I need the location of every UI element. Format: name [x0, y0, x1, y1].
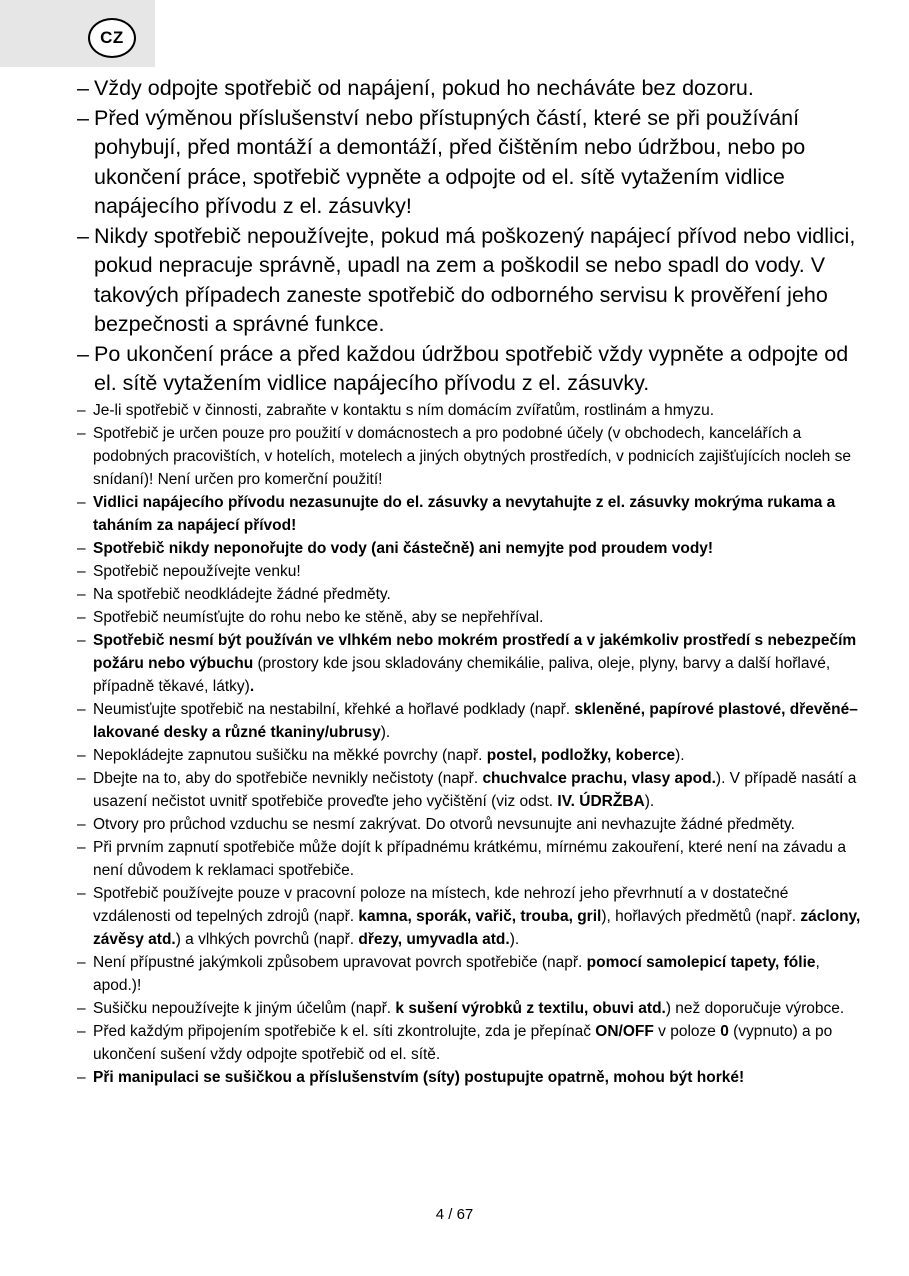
- text-segment: Na spotřebič neodkládejte žádné předměty.: [93, 585, 391, 603]
- safety-item-text: [93, 491, 867, 537]
- list-dash: –: [77, 746, 86, 764]
- text-segment: Spotřebič používejte pouze v pracovní poloze na místech, kde nehrozí jeho převrhnutí a v dostatečné vzdálenosti od tepelných zdrojů (např.: [93, 884, 789, 925]
- text-segment: Nikdy spotřebič nepoužívejte, pokud má poškozený napájecí přívod nebo vidlici, pokud nepracuje správně, upadl na zem a poškodil se nebo spadl do vody. V takových případech zaneste spotřebič do odborného servisu k prověření jeho bezpečnosti a správné funkce.: [94, 223, 856, 336]
- safety-item-text: [93, 606, 867, 629]
- safety-item: [77, 104, 867, 222]
- safety-item-text: [93, 951, 867, 997]
- safety-item-text: [93, 537, 867, 560]
- list-dash: –: [77, 953, 86, 971]
- text-segment: (prostory kde jsou skladovány chemikálie, paliva, oleje, plyny, barvy a další hořlavé, případně těkavé, látky): [93, 654, 831, 695]
- safety-item-text: [93, 583, 867, 606]
- safety-item: [77, 698, 867, 744]
- safety-item: [77, 606, 867, 629]
- text-segment: ).: [675, 746, 685, 764]
- text-segment: , apod.)!: [93, 953, 820, 994]
- list-dash: –: [77, 76, 89, 100]
- safety-item: [77, 537, 867, 560]
- text-segment: Spotřebič neumísťujte do rohu nebo ke stěně, aby se nepřehříval.: [93, 608, 544, 626]
- safety-item: [77, 340, 867, 399]
- bold-segment: skleněné, papírové plastové, dřevěné–lakované desky a různé tkaniny/ubrusy: [93, 700, 858, 741]
- text-segment: (vypnuto) a po ukončení sušení vždy odpojte spotřebič od el. sítě.: [93, 1022, 833, 1063]
- safety-item-text: [93, 836, 867, 882]
- safety-item-text: [93, 1020, 867, 1066]
- text-segment: Spotřebič nepoužívejte venku!: [93, 562, 301, 580]
- list-dash: –: [77, 1068, 86, 1086]
- list-dash: –: [77, 884, 86, 902]
- safety-item-text: [93, 74, 867, 104]
- text-segment: Nepokládejte zapnutou sušičku na měkké povrchy (např.: [93, 746, 487, 764]
- text-segment: Sušičku nepoužívejte k jiným účelům (např.: [93, 999, 396, 1017]
- safety-item-text: [93, 422, 867, 491]
- bold-segment: chuchvalce prachu, vlasy apod.: [482, 769, 716, 787]
- page-number: 4 / 67: [435, 1206, 474, 1223]
- bold-segment: ON/OFF: [595, 1022, 654, 1040]
- safety-item: [77, 74, 867, 104]
- list-dash: –: [77, 608, 86, 626]
- list-dash: –: [77, 105, 89, 130]
- list-dash: –: [77, 1022, 86, 1040]
- safety-item-text: [93, 1066, 867, 1089]
- text-segment: v poloze: [653, 1022, 721, 1040]
- language-badge: [88, 18, 136, 58]
- list-dash: –: [77, 999, 86, 1017]
- safety-item: [77, 422, 867, 491]
- text-segment: ). V případě nasátí a usazení nečistot uvnitř spotřebiče proveďte jeho vyčištění (viz odst.: [93, 769, 857, 810]
- text-segment: ).: [644, 792, 655, 810]
- safety-item: [77, 997, 867, 1020]
- safety-item: [77, 813, 867, 836]
- list-dash: –: [77, 769, 86, 787]
- text-segment: ).: [509, 930, 520, 948]
- text-segment: Vždy odpojte spotřebič od napájení, pokud ho necháváte bez dozoru.: [94, 76, 754, 100]
- safety-item: [77, 1020, 867, 1066]
- list-dash: –: [77, 341, 89, 366]
- list-dash: –: [77, 223, 89, 248]
- bold-segment: Spotřebič nikdy neponořujte do vody (ani částečně) ani nemyjte pod proudem vody!: [93, 539, 714, 557]
- safety-item-text: [93, 104, 867, 222]
- list-dash: –: [77, 493, 86, 511]
- safety-item: [77, 560, 867, 583]
- safety-item: [77, 399, 867, 422]
- bold-segment: pomocí samolepicí tapety, fólie: [586, 953, 816, 971]
- safety-item-text: [93, 767, 867, 813]
- bold-segment: dřezy, umyvadla atd.: [358, 930, 510, 948]
- safety-item-text: [93, 698, 867, 744]
- safety-item-text: [93, 399, 867, 422]
- list-dash: –: [77, 838, 86, 856]
- safety-item: [77, 951, 867, 997]
- bold-segment: 0: [720, 1022, 729, 1040]
- text-segment: Není přípustné jakýmkoli způsobem upravovat povrch spotřebiče (např.: [93, 953, 587, 971]
- safety-item-text: [93, 813, 867, 836]
- safety-item: [77, 1066, 867, 1089]
- bold-segment: .: [249, 677, 255, 695]
- list-dash: –: [77, 700, 86, 718]
- list-dash: –: [77, 401, 86, 419]
- bold-segment: záclony, závěsy atd.: [93, 907, 861, 948]
- bold-segment: k sušení výrobků z textilu, obuvi atd.: [395, 999, 666, 1017]
- safety-item-text: [93, 882, 867, 951]
- bold-segment: postel, podložky, koberce: [486, 746, 676, 764]
- safety-item: [77, 767, 867, 813]
- bold-segment: Při manipulaci se sušičkou a příslušenstvím (síty) postupujte opatrně, mohou být horké!: [93, 1068, 745, 1086]
- list-dash: –: [77, 631, 86, 649]
- bold-segment: kamna, sporák, vařič, trouba, gril: [358, 907, 602, 925]
- list-dash: –: [77, 424, 86, 442]
- safety-item-text: [93, 997, 867, 1020]
- text-segment: Před výměnou příslušenství nebo přístupných částí, které se při používání pohybují, před montáží a demontáží, před čištěním nebo údržbou, nebo po ukončení práce, spotřebič vypněte a odpojte od el. sítě vytažením vidlice napájecího přívodu z el. zásuvky!: [94, 105, 806, 218]
- text-segment: ) a vlhkých povrchů (např.: [175, 930, 359, 948]
- text-segment: Spotřebič je určen pouze pro použití v domácnostech a pro podobné účely (v obchodech, kancelářích a podobných pracovištích, v hotelích, motelech a jiných obytných prostředích, v podnicích zajišťujících nocleh se snídaní)! Není určen pro komerční použití!: [93, 424, 851, 488]
- text-segment: Neumisťujte spotřebič na nestabilní, křehké a hořlavé podklady (např.: [93, 700, 575, 718]
- safety-item-text: [93, 744, 867, 767]
- safety-item: [77, 222, 867, 340]
- safety-item: [77, 491, 867, 537]
- language-code: CZ: [100, 28, 124, 47]
- text-segment: Při prvním zapnutí spotřebiče může dojít k případnému krátkému, mírnému zakouření, které není na závadu a není důvodem k reklamaci spotřebiče.: [93, 838, 846, 879]
- safety-item: [77, 882, 867, 951]
- list-dash: –: [77, 585, 86, 603]
- safety-item: [77, 744, 867, 767]
- safety-item-text: [93, 340, 867, 399]
- safety-item-text: [93, 560, 867, 583]
- text-segment: Dbejte na to, aby do spotřebiče nevnikly nečistoty (např.: [93, 769, 483, 787]
- text-segment: ) než doporučuje výrobce.: [665, 999, 845, 1017]
- safety-instructions-list: [77, 74, 867, 1089]
- list-dash: –: [77, 539, 86, 557]
- list-dash: –: [77, 562, 86, 580]
- text-segment: Před každým připojením spotřebiče k el. síti zkontrolujte, zda je přepínač: [93, 1022, 596, 1040]
- text-segment: ).: [380, 723, 391, 741]
- safety-item-text: [93, 629, 867, 698]
- safety-item: [77, 836, 867, 882]
- list-dash: –: [77, 815, 86, 833]
- safety-item: [77, 629, 867, 698]
- text-segment: Otvory pro průchod vzduchu se nesmí zakrývat. Do otvorů nevsunujte ani nevhazujte žádné předměty.: [93, 815, 795, 833]
- bold-segment: IV. ÚDRŽBA: [557, 792, 645, 810]
- bold-segment: Spotřebič nesmí být používán ve vlhkém nebo mokrém prostředí a v jakémkoliv prostředí s nebezpečím požáru nebo výbuchu: [93, 631, 857, 672]
- text-segment: Po ukončení práce a před každou údržbou spotřebič vždy vypněte a odpojte od el. sítě vytažením vidlice napájecího přívodu z el. zásuvky.: [94, 341, 849, 395]
- safety-item-text: [93, 222, 867, 340]
- text-segment: ), hořlavých předmětů (např.: [601, 907, 801, 925]
- safety-item: [77, 583, 867, 606]
- text-segment: Je-li spotřebič v činnosti, zabraňte v kontaktu s ním domácím zvířatům, rostlinám a hmyzu.: [93, 401, 715, 419]
- bold-segment: Vidlici napájecího přívodu nezasunujte do el. zásuvky a nevytahujte z el. zásuvky mokrýma rukama a taháním za napájecí přívod!: [93, 493, 836, 534]
